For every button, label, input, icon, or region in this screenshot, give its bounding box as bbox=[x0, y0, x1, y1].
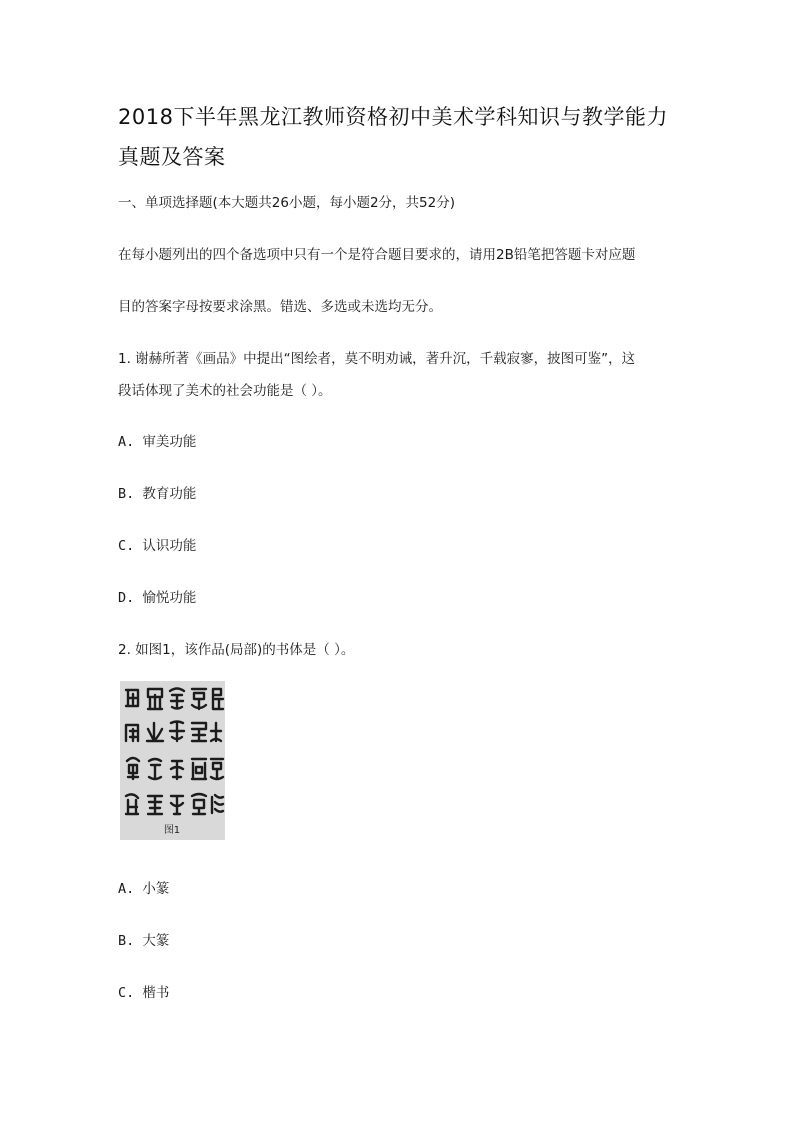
question-2-option-c: C. 楷书 bbox=[118, 985, 170, 1001]
figure-caption: 图1 bbox=[163, 825, 181, 836]
question-1-stem-line-1: 1. 谢赫所著《画品》中提出“图绘者，莫不明劝诫，著升沉，千载寂寥，披图可鉴”，这 bbox=[118, 351, 636, 367]
seal-script-figure bbox=[120, 681, 225, 840]
question-1-option-a: A. 审美功能 bbox=[118, 434, 197, 450]
instruction-line-2: 目的答案字母按要求涂黑。错选、多选或未选均无分。 bbox=[118, 299, 442, 315]
question-2-option-a: A. 小篆 bbox=[118, 881, 170, 897]
question-1-stem-line-2: 段话体现了美术的社会功能是（ ）。 bbox=[118, 383, 332, 399]
instruction-line-1: 在每小题列出的四个备选项中只有一个是符合题目要求的，请用2B铅笔把答题卡对应题 bbox=[118, 247, 636, 263]
section-heading: 一、单项选择题(本大题共26小题，每小题2分，共52分) bbox=[118, 195, 455, 211]
question-1-option-d: D. 愉悦功能 bbox=[118, 590, 197, 606]
question-2-stem: 2. 如图1，该作品(局部)的书体是（ ）。 bbox=[118, 642, 355, 658]
question-2-option-b: B. 大篆 bbox=[118, 933, 170, 949]
calligraphy-image bbox=[120, 681, 225, 840]
document-title-line-1: 2018下半年黑龙江教师资格初中美术学科知识与教学能力 bbox=[118, 105, 668, 129]
document-title-line-2: 真题及答案 bbox=[118, 145, 226, 169]
question-1-option-c: C. 认识功能 bbox=[118, 538, 197, 554]
question-1-option-b: B. 教育功能 bbox=[118, 486, 197, 502]
